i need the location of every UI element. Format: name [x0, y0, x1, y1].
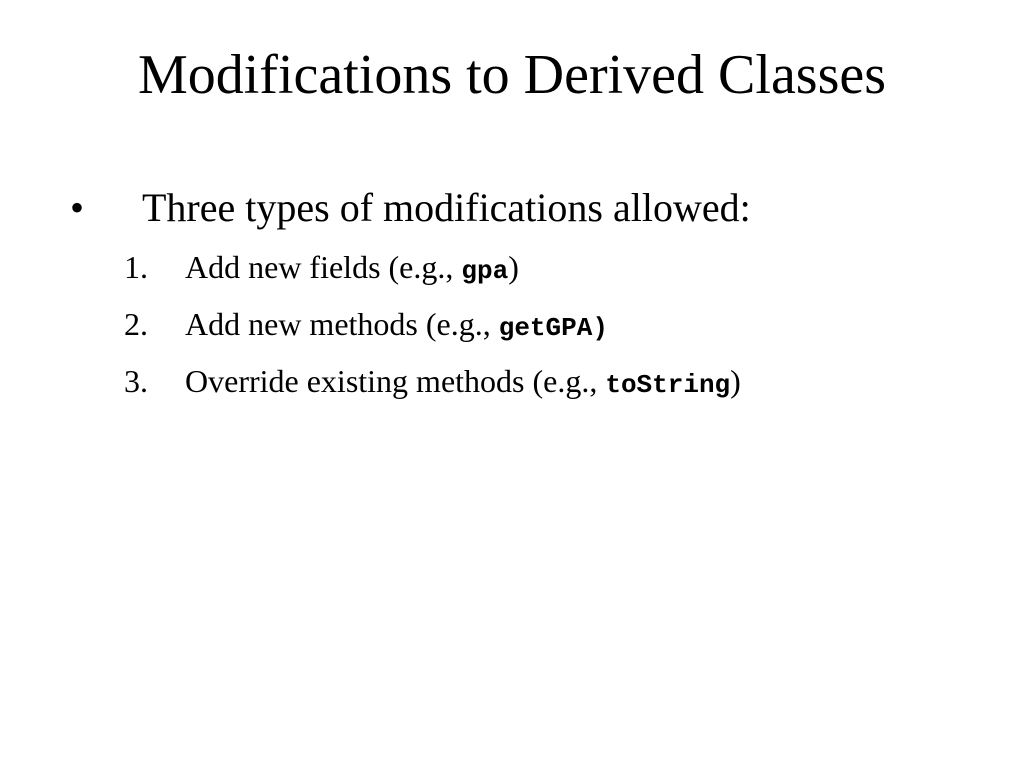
item-text — [185, 245, 519, 293]
bullet-text: Three types of modifications allowed: — [142, 185, 751, 230]
slide-title: Modifications to Derived Classes — [137, 44, 887, 106]
code-tostring: toString — [605, 370, 731, 400]
item-text — [185, 359, 741, 407]
code-getgpa: getGPA) — [498, 313, 608, 343]
bullet-marker: • — [70, 185, 85, 230]
item-number: 3. — [124, 363, 148, 399]
code-gpa: gpa — [461, 256, 509, 286]
item-number: 1. — [124, 249, 148, 285]
item-number: 2. — [124, 306, 148, 342]
item-prefix: Add new fields (e.g., — [185, 249, 462, 285]
item-prefix: Override existing methods (e.g., — [185, 363, 606, 399]
item-text — [185, 302, 608, 350]
item-suffix: ) — [730, 363, 741, 399]
item-prefix: Add new methods (e.g., — [185, 306, 499, 342]
item-suffix: ) — [508, 249, 519, 285]
